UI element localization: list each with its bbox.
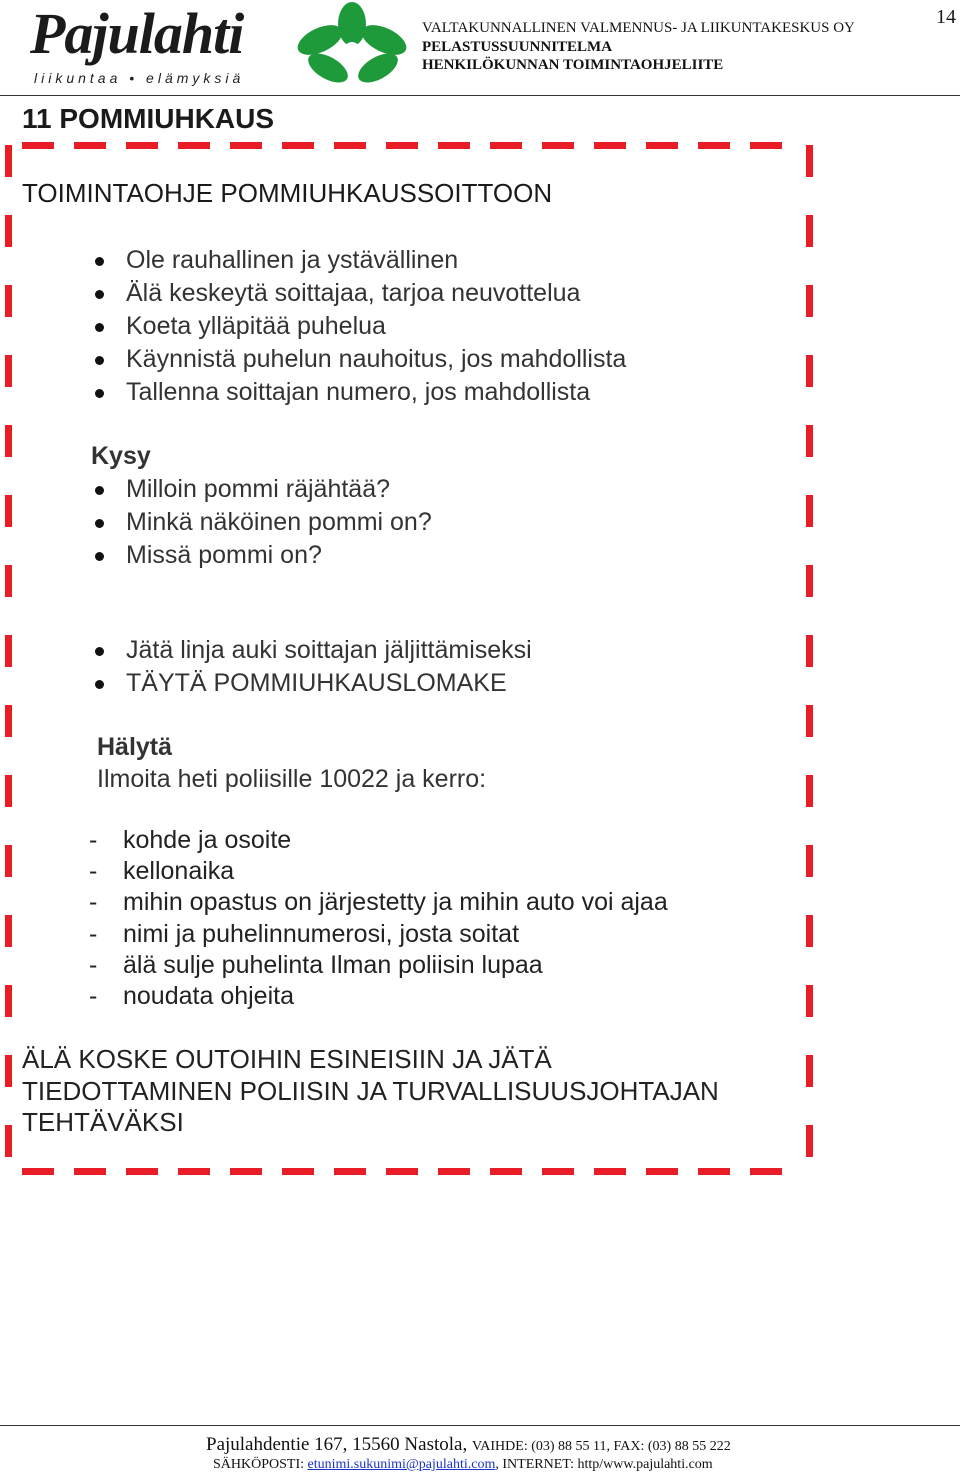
list-item: - noudata ohjeita: [89, 981, 294, 1010]
border-dash: [5, 1125, 12, 1157]
bullet-list-questions: [0, 473, 800, 572]
border-dash: [646, 1168, 678, 1175]
border-dash: [178, 1168, 210, 1175]
border-dash: [22, 1168, 54, 1175]
footer-rule: [0, 1425, 960, 1426]
border-dash: [386, 142, 418, 149]
alarm-heading: Hälytä: [97, 733, 173, 761]
bullet-icon: [95, 257, 104, 266]
warning-line: ÄLÄ KOSKE OUTOIHIN ESINEISIIN JA JÄTÄ: [22, 1044, 552, 1074]
warning-line: TIEDOTTAMINEN POLIISIN JA TURVALLISUUSJOHTAJAN: [22, 1075, 719, 1106]
border-dash: [806, 565, 813, 597]
document-subtitle: HENKILÖKUNNAN TOIMINTAOHJELIITE: [422, 57, 724, 73]
bullet-icon: [95, 647, 104, 656]
border-dash: [698, 1168, 730, 1175]
dash-list: [0, 825, 800, 1012]
border-dash: [806, 495, 813, 527]
border-dash: [750, 1168, 782, 1175]
border-dash: [126, 1168, 158, 1175]
bullet-list-primary: [0, 244, 800, 409]
instruction-subtitle: TOIMINTAOHJE POMMIUHKAUSSOITTOON: [22, 178, 553, 208]
border-dash: [438, 142, 470, 149]
list-item: - mihin opastus on järjestetty ja mihin auto voi ajaa: [89, 888, 668, 917]
list-item: Jätä linja auki soittajan jäljittämiseksi: [0, 634, 800, 667]
border-dash: [5, 775, 12, 807]
border-dash: [334, 142, 366, 149]
bullet-list-actions: [0, 634, 800, 700]
bullet-icon: [95, 519, 104, 528]
list-item: - nimi ja puhelinnumerosi, josta soitat: [89, 919, 520, 948]
border-dash: [806, 845, 813, 877]
list-item: - kohde ja osoite: [89, 826, 292, 854]
bullet-icon: [95, 680, 104, 689]
border-dash: [806, 215, 813, 247]
border-dash: [806, 1125, 813, 1157]
border-dash: [806, 705, 813, 737]
leaf-logo-icon: [292, 2, 412, 90]
border-dash: [74, 142, 106, 149]
ask-heading: Kysy: [91, 442, 151, 470]
list-item: Missä pommi on?: [0, 539, 800, 572]
list-item: Minkä näköinen pommi on?: [0, 506, 800, 539]
warning-text: [22, 1044, 719, 1139]
border-dash: [282, 1168, 314, 1175]
border-dash: [490, 1168, 522, 1175]
border-dash: [542, 142, 574, 149]
border-dash: [806, 285, 813, 317]
border-dash: [806, 775, 813, 807]
alarm-instruction: Ilmoita heti poliisille 10022 ja kerro:: [97, 765, 487, 793]
border-dash: [806, 915, 813, 947]
border-dash: [698, 142, 730, 149]
list-item: Älä keskeytä soittajaa, tarjoa neuvottelua: [0, 277, 800, 310]
page-number: 14: [936, 6, 956, 28]
border-dash: [438, 1168, 470, 1175]
border-dash: [22, 142, 54, 149]
header-rule: [0, 95, 960, 96]
email-link[interactable]: etunimi.sukunimi@pajulahti.com: [307, 1457, 496, 1472]
border-dash: [74, 1168, 106, 1175]
border-dash: [806, 1055, 813, 1087]
border-dash: [806, 355, 813, 387]
border-dash: [5, 425, 12, 457]
border-dash: [5, 1055, 12, 1087]
list-item: Ole rauhallinen ja ystävällinen: [0, 244, 800, 277]
bullet-icon: [95, 290, 104, 299]
list-item: Koeta ylläpitää puhelua: [0, 310, 800, 343]
list-item: Käynnistä puhelun nauhoitus, jos mahdollista: [0, 343, 800, 376]
border-dash: [490, 142, 522, 149]
section-title: 11 POMMIUHKAUS: [22, 103, 275, 134]
company-name: VALTAKUNNALLINEN VALMENNUS- JA LIIKUNTAKESKUS OY: [422, 20, 855, 36]
list-item: Milloin pommi räjähtää?: [0, 473, 800, 506]
border-dash: [806, 145, 813, 177]
border-dash: [230, 142, 262, 149]
border-dash: [594, 142, 626, 149]
border-dash: [386, 1168, 418, 1175]
bullet-icon: [95, 323, 104, 332]
bullet-icon: [95, 389, 104, 398]
border-dash: [230, 1168, 262, 1175]
border-dash: [334, 1168, 366, 1175]
border-dash: [646, 142, 678, 149]
logo-wordmark: Pajulahti: [30, 1, 244, 66]
border-dash: [178, 142, 210, 149]
footer-contact: SÄHKÖPOSTI: etunimi.sukunimi@pajulahti.com, INTERNET: http/www.pajulahti.com: [213, 1457, 713, 1472]
bullet-icon: [95, 356, 104, 365]
border-dash: [806, 985, 813, 1017]
border-dash: [5, 145, 12, 177]
bullet-icon: [95, 486, 104, 495]
list-item: TÄYTÄ POMMIUHKAUSLOMAKE: [0, 667, 800, 700]
border-dash: [5, 215, 12, 247]
border-dash: [542, 1168, 574, 1175]
border-dash: [594, 1168, 626, 1175]
logo-tagline: liikuntaa • elämyksiä: [34, 70, 245, 86]
border-dash: [126, 142, 158, 149]
border-dash: [806, 425, 813, 457]
list-item: Tallenna soittajan numero, jos mahdollista: [0, 376, 800, 409]
footer-address: Pajulahdentie 167, 15560 Nastola, VAIHDE: (03) 88 55 11, FAX: (03) 88 55 222: [206, 1434, 731, 1455]
border-dash: [806, 635, 813, 667]
document-title: PELASTUSSUUNNITELMA: [422, 39, 613, 55]
list-item: - älä sulje puhelinta Ilman poliisin lupaa: [89, 950, 543, 979]
border-dash: [750, 142, 782, 149]
border-dash: [5, 705, 12, 737]
border-dash: [282, 142, 314, 149]
list-item: - kellonaika: [89, 857, 235, 886]
warning-line: TEHTÄVÄKSI: [22, 1107, 184, 1137]
bullet-icon: [95, 552, 104, 561]
